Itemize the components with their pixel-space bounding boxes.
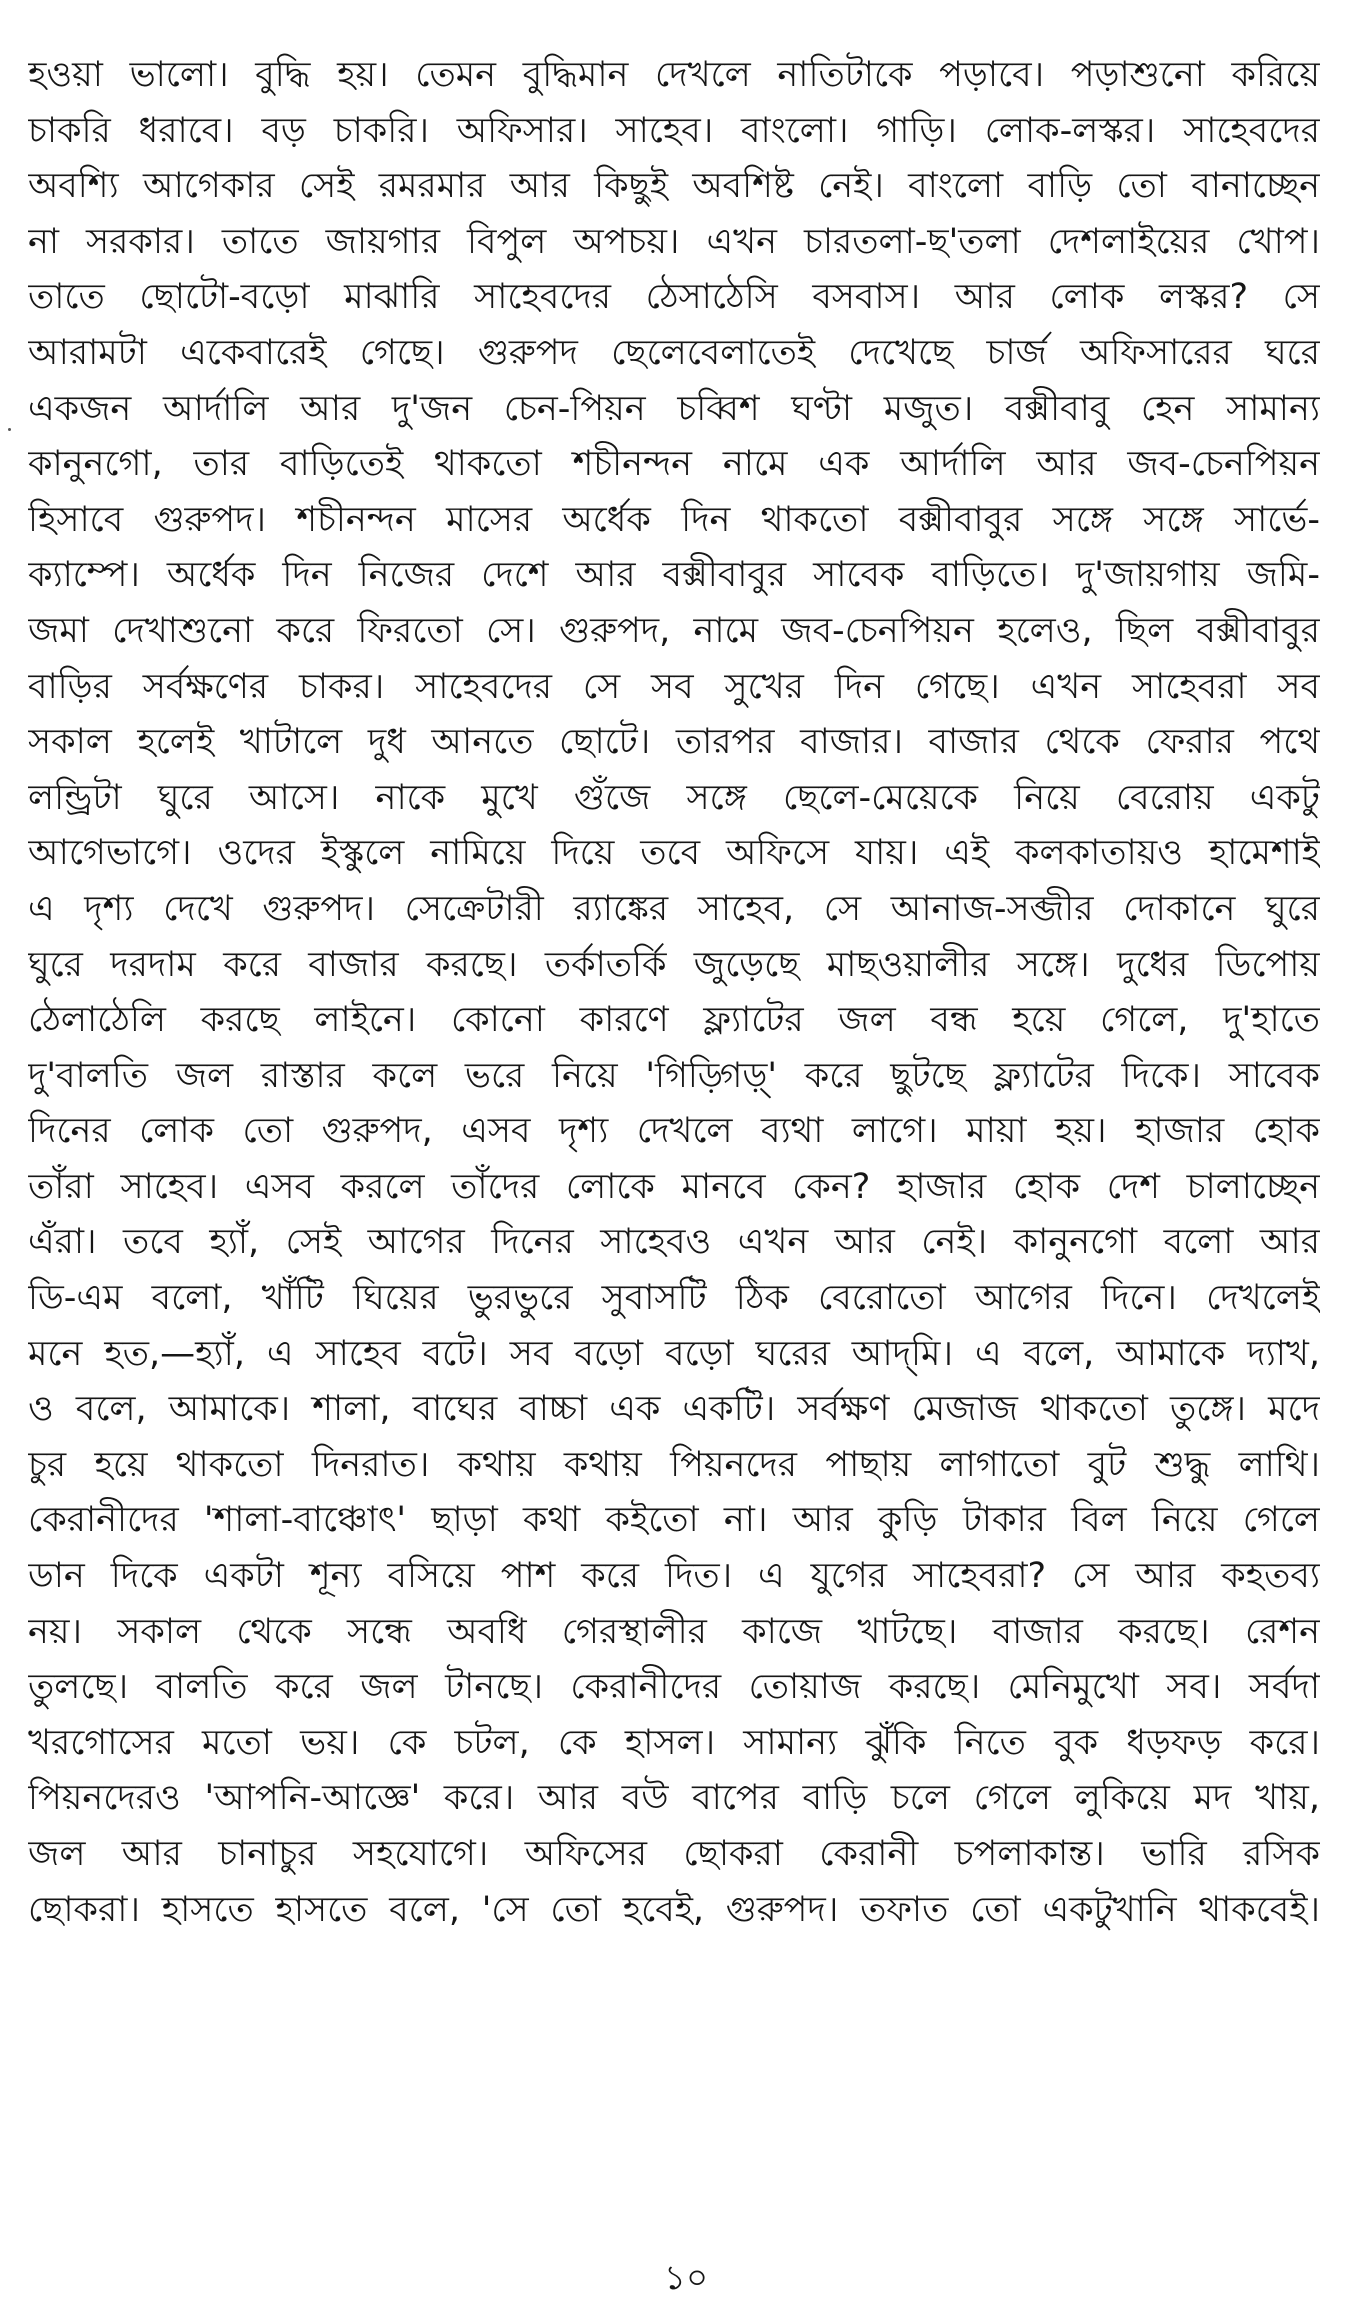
text-line: ঠেলাঠেলি করছে লাইনে। কোনো কারণে ফ্ল্যাটের জল বন্ধ হয়ে গেলে, দু'হাতে xyxy=(28,1000,1320,1041)
text-line: তুলছে। বালতি করে জল টানছে। কেরানীদের তোয়াজ করছে। মেনিমুখো সব। সর্বদা xyxy=(28,1667,1320,1708)
text-line: দিনের লোক তো গুরুপদ, এসব দৃশ্য দেখলে ব্যথা লাগে। মায়া হয়। হাজার হোক xyxy=(28,1111,1320,1152)
text-line: দু'বালতি জল রাস্তার কলে ভরে নিয়ে 'গিড়্গিড়্' করে ছুটছে ফ্ল্যাটের দিকে। সাবেক xyxy=(28,1055,1320,1096)
text-line: এঁরা। তবে হ্যাঁ, সেই আগের দিনের সাহেবও এখন আর নেই। কানুনগো বলো আর xyxy=(28,1222,1320,1263)
page-number: ১০ xyxy=(663,2258,709,2298)
text-line: ডি-এম বলো, খাঁটি ঘিয়ের ভুরভুরে সুবাসটি ঠিক বেরোতো আগের দিনে। দেখলেই xyxy=(28,1278,1320,1319)
text-line: ডান দিকে একটা শূন্য বসিয়ে পাশ করে দিত। এ যুগের সাহেবরা? সে আর কহতব্য xyxy=(28,1556,1320,1597)
text-line: খরগোসের মতো ভয়। কে চটল, কে হাসল। সামান্য ঝুঁকি নিতে বুক ধড়ফড় করে। xyxy=(28,1722,1320,1763)
text-line: হিসাবে গুরুপদ। শচীনন্দন মাসের অর্ধেক দিন থাকতো বক্সীবাবুর সঙ্গে সঙ্গে সার্ভে- xyxy=(28,499,1320,540)
text-line: চাকরি ধরাবে। বড় চাকরি। অফিসার। সাহেব। বাংলো। গাড়ি। লোক-লস্কর। সাহেবদের xyxy=(28,110,1320,151)
margin-dot xyxy=(8,428,11,431)
text-line: ছোকরা। হাসতে হাসতে বলে, 'সে তো হবেই, গুরুপদ। তফাত তো একটুখানি থাকবেই। xyxy=(28,1889,1320,1930)
text-line: তাতে ছোটো-বড়ো মাঝারি সাহেবদের ঠেসাঠেসি বসবাস। আর লোক লস্কর? সে xyxy=(28,277,1320,318)
text-line: জমা দেখাশুনো করে ফিরতো সে। গুরুপদ, নামে জব-চেনপিয়ন হলেও, ছিল বক্সীবাবুর xyxy=(28,610,1320,651)
text-line: জল আর চানাচুর সহযোগে। অফিসের ছোকরা কেরানী চপলাকান্ত। ভারি রসিক xyxy=(28,1834,1320,1874)
text-line: চুর হয়ে থাকতো দিনরাত। কথায় কথায় পিয়নদের পাছায় লাগাতো বুট শুদ্ধু লাথি। xyxy=(28,1444,1320,1485)
text-line: বাড়ির সর্বক্ষণের চাকর। সাহেবদের সে সব সুখের দিন গেছে। এখন সাহেবরা সব xyxy=(28,666,1320,707)
text-line: আরামটা একেবারেই গেছে। গুরুপদ ছেলেবেলাতেই দেখেছে চার্জ অফিসারের ঘরে xyxy=(28,332,1320,373)
body-text xyxy=(28,48,1320,1938)
text-line: এ দৃশ্য দেখে গুরুপদ। সেক্রেটারী র‍্যাঙ্কের সাহেব, সে আনাজ-সব্জীর দোকানে ঘুরে xyxy=(28,888,1320,929)
text-line: না সরকার। তাতে জায়গার বিপুল অপচয়। এখন চারতলা-ছ'তলা দেশলাইয়ের খোপ। xyxy=(28,221,1320,262)
text-line: পিয়নদেরও 'আপনি-আজ্ঞে' করে। আর বউ বাপের বাড়ি চলে গেলে লুকিয়ে মদ খায়, xyxy=(28,1778,1320,1819)
text-line: ক্যাম্পে। অর্ধেক দিন নিজের দেশে আর বক্সীবাবুর সাবেক বাড়িতে। দু'জায়গায় জমি- xyxy=(28,555,1320,596)
text-line: একজন আর্দালি আর দু'জন চেন-পিয়ন চব্বিশ ঘণ্টা মজুত। বক্সীবাবু হেন সামান্য xyxy=(28,388,1320,429)
text-line: সকাল হলেই খাটালে দুধ আনতে ছোটে। তারপর বাজার। বাজার থেকে ফেরার পথে xyxy=(28,722,1320,763)
text-line: কেরানীদের 'শালা-বাঞ্চোৎ' ছাড়া কথা কইতো না। আর কুড়ি টাকার বিল নিয়ে গেলে xyxy=(28,1500,1320,1541)
text-line: ও বলে, আমাকে। শালা, বাঘের বাচ্চা এক একটি। সর্বক্ষণ মেজাজ থাকতো তুঙ্গে। মদে xyxy=(28,1389,1320,1430)
text-line: ঘুরে দরদাম করে বাজার করছে। তর্কাতর্কি জুড়েছে মাছওয়ালীর সঙ্গে। দুধের ডিপোয় xyxy=(28,944,1320,985)
text-line: তাঁরা সাহেব। এসব করলে তাঁদের লোকে মানবে কেন? হাজার হোক দেশ চালাচ্ছেন xyxy=(28,1166,1320,1207)
text-line: নয়। সকাল থেকে সন্ধে অবধি গেরস্থালীর কাজে খাটছে। বাজার করছে। রেশন xyxy=(28,1611,1320,1652)
text-line: আগেভাগে। ওদের ইস্কুলে নামিয়ে দিয়ে তবে অফিসে যায়। এই কলকাতায়ও হামেশাই xyxy=(28,833,1320,874)
text-line: লন্ড্রিটা ঘুরে আসে। নাকে মুখে গুঁজে সঙ্গে ছেলে-মেয়েকে নিয়ে বেরোয় একটু xyxy=(28,777,1320,818)
text-line: কানুনগো, তার বাড়িতেই থাকতো শচীনন্দন নামে এক আর্দালি আর জব-চেনপিয়ন xyxy=(28,444,1320,485)
text-line: হওয়া ভালো। বুদ্ধি হয়। তেমন বুদ্ধিমান দেখলে নাতিটাকে পড়াবে। পড়াশুনো করিয়ে xyxy=(28,55,1320,95)
text-line: মনে হত,—হ্যাঁ, এ সাহেব বটে। সব বড়ো বড়ো ঘরের আদ্‌মি। এ বলে, আমাকে দ্যাখ, xyxy=(28,1333,1320,1374)
text-line: অবশ্যি আগেকার সেই রমরমার আর কিছুই অবশিষ্ট নেই। বাংলো বাড়ি তো বানাচ্ছেন xyxy=(28,166,1320,207)
